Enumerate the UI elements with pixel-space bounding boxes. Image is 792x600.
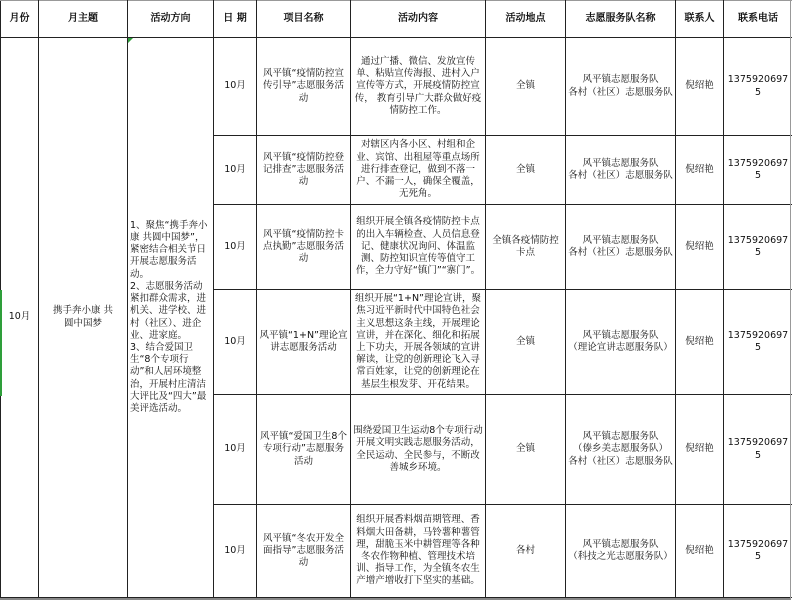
team-cell[interactable]: 风平镇志愿服务队 各村（社区）志愿服务队 — [566, 38, 676, 136]
content-cell[interactable]: 组织开展全镇各疫情防控卡点的出入车辆检查、人员信息登记、健康状况询问、体温监测、防控知识宣传等值守工作，全力守好“镇门”“寨门”。 — [351, 205, 486, 290]
team-cell[interactable]: 风平镇志愿服务队 各村（社区）志愿服务队 — [566, 136, 676, 205]
content-cell[interactable]: 组织开展香料烟苗期管理、香料烟大田备耕，马铃薯种薯管理，甜脆玉米中耕管理等各种冬农作物种植、管理技术培训、指导工作，为全镇冬农生产增产增收打下坚实的基础。 — [351, 505, 486, 598]
date-cell[interactable]: 10月 — [214, 505, 257, 598]
contact-cell[interactable]: 倪绍艳 — [676, 38, 724, 136]
date-cell[interactable]: 10月 — [214, 205, 257, 290]
content-cell[interactable]: 通过广播、微信、发放宣传单、粘贴宣传海报、进村入户宣传等方式，开展疫情防控宣传， 教育引导广大群众做好疫情防控工作。 — [351, 38, 486, 136]
date-cell[interactable]: 10月 — [214, 395, 257, 505]
location-cell[interactable]: 全镇 — [486, 38, 566, 136]
project-cell[interactable]: 风平镇“1+N”理论宣讲志愿服务活动 — [257, 290, 351, 395]
content-cell[interactable]: 对辖区内各小区、村组和企业、宾馆、出租屋等重点场所进行排查登记，做到不落一户、不漏一人，确保全覆盖，无死角。 — [351, 136, 486, 205]
team-cell[interactable]: 风平镇志愿服务队 各村（社区）志愿服务队 — [566, 205, 676, 290]
comment-marker-icon — [128, 38, 133, 43]
project-cell[interactable]: 风平镇“冬农开发全面指导”志愿服务活动 — [257, 505, 351, 598]
team-cell[interactable]: 风平镇志愿服务队 （傣乡美志愿服务队） 各村（社区）志愿服务队 — [566, 395, 676, 505]
location-cell[interactable]: 各村 — [486, 505, 566, 598]
header-team[interactable]: 志愿服务队名称 — [566, 1, 676, 38]
project-cell[interactable]: 风平镇“疫情防控登记排查”志愿服务活动 — [257, 136, 351, 205]
content-cell[interactable]: 组织开展“1+N”理论宣讲，聚焦习近平新时代中国特色社会主义思想这条主线，开展理论宣讲，并在深化、细化和拓展上下功夫，开展各领域的宣讲解读，让党的创新理论飞入寻常百姓家，让党的创新理论在基层生根发芽、开花结果。 — [351, 290, 486, 395]
contact-cell[interactable]: 倪绍艳 — [676, 395, 724, 505]
header-month[interactable]: 月份 — [1, 1, 39, 38]
header-direction[interactable]: 活动方向 — [128, 1, 214, 38]
content-cell[interactable]: 围绕爱国卫生运动8个专项行动开展文明实践志愿服务活动，全民运动、全民参与，不断改善城乡环境。 — [351, 395, 486, 505]
location-cell[interactable]: 全镇 — [486, 395, 566, 505]
header-date[interactable]: 日 期 — [214, 1, 257, 38]
direction-cell[interactable]: 1、聚焦“携手奔小康 共圆中国梦”，紧密结合相关节日开展志愿服务活动。 2、志愿服务活动紧扣群众需求，进机关、进学校、进村（社区）、进企业、进家庭。 3、结合爱国卫生“8个专项行动”和人居环境整治，开展村庄清洁大评比及“四大”最美评选活动。 — [128, 38, 214, 598]
contact-cell[interactable]: 倪绍艳 — [676, 290, 724, 395]
location-cell[interactable]: 全镇 — [486, 290, 566, 395]
header-location[interactable]: 活动地点 — [486, 1, 566, 38]
contact-cell[interactable]: 倪绍艳 — [676, 205, 724, 290]
cell-selection-indicator — [0, 290, 2, 396]
month-cell[interactable]: 10月 — [1, 38, 39, 598]
project-cell[interactable]: 风平镇“疫情防控宣传引导”志愿服务活动 — [257, 38, 351, 136]
contact-cell[interactable]: 倪绍艳 — [676, 505, 724, 598]
team-cell[interactable]: 风平镇志愿服务队 （理论宣讲志愿服务队） — [566, 290, 676, 395]
table-row — [1, 38, 792, 136]
phone-cell[interactable]: 13759206975 — [724, 38, 792, 136]
team-cell[interactable]: 风平镇志愿服务队 （科技之光志愿服务队） — [566, 505, 676, 598]
header-phone[interactable]: 联系电话 — [724, 1, 792, 38]
phone-cell[interactable]: 13759206975 — [724, 505, 792, 598]
header-row — [1, 1, 792, 38]
phone-cell[interactable]: 13759206975 — [724, 136, 792, 205]
header-project[interactable]: 项目名称 — [257, 1, 351, 38]
project-cell[interactable]: 风平镇“爱国卫生8个专项行动”志愿服务活动 — [257, 395, 351, 505]
location-cell[interactable]: 全镇各疫情防控卡点 — [486, 205, 566, 290]
date-cell[interactable]: 10月 — [214, 290, 257, 395]
date-cell[interactable]: 10月 — [214, 38, 257, 136]
phone-cell[interactable]: 13759206975 — [724, 290, 792, 395]
phone-cell[interactable]: 13759206975 — [724, 205, 792, 290]
header-content[interactable]: 活动内容 — [351, 1, 486, 38]
date-cell[interactable]: 10月 — [214, 136, 257, 205]
header-theme[interactable]: 月主题 — [39, 1, 128, 38]
location-cell[interactable]: 全镇 — [486, 136, 566, 205]
theme-cell[interactable]: 携手奔小康 共圆中国梦 — [39, 38, 128, 598]
project-cell[interactable]: 风平镇“疫情防控卡点执勤”志愿服务活动 — [257, 205, 351, 290]
phone-cell[interactable]: 13759206975 — [724, 395, 792, 505]
header-contact[interactable]: 联系人 — [676, 1, 724, 38]
contact-cell[interactable]: 倪绍艳 — [676, 136, 724, 205]
